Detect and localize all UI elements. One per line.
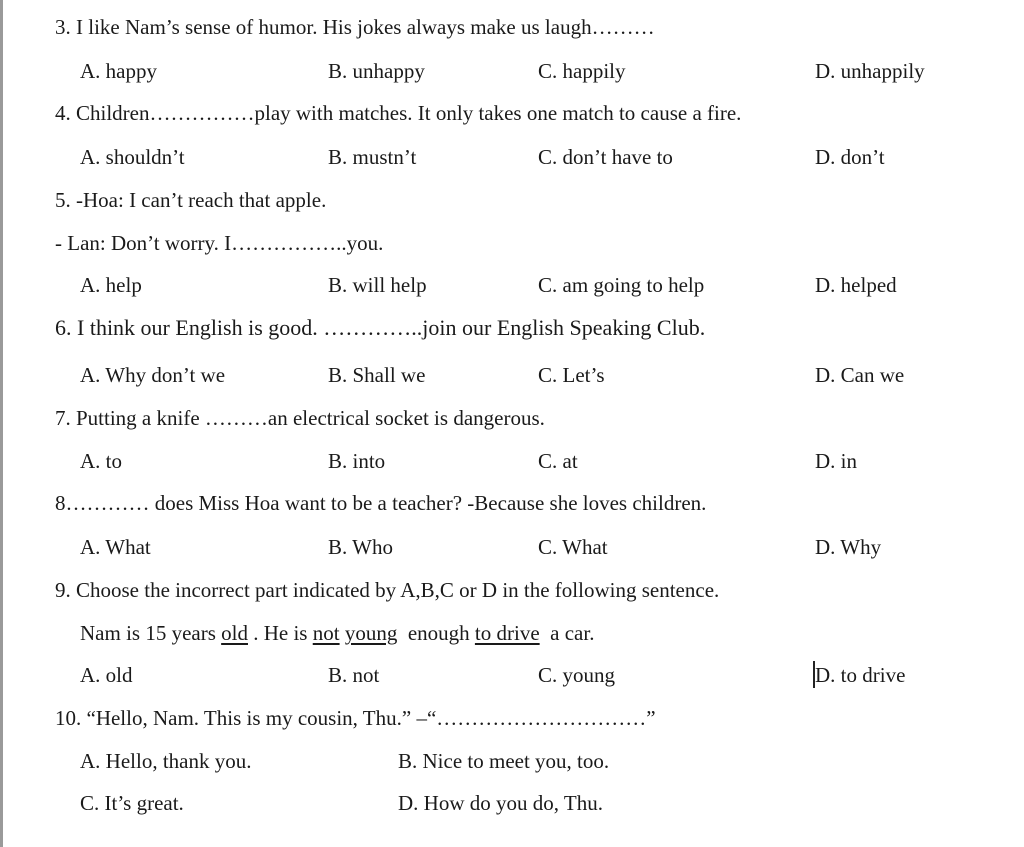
question-6-option-d[interactable]: D. Can we: [815, 363, 905, 387]
question-5-stem: 5. -Hoa: I can’t reach that apple.: [55, 188, 327, 212]
question-3-option-a[interactable]: A. happy: [80, 59, 157, 83]
question-5-option-b[interactable]: B. will help: [328, 273, 427, 297]
question-7-stem: 7. Putting a knife ………an electrical socket is dangerous.: [55, 406, 545, 430]
question-5-option-a[interactable]: A. help: [80, 273, 142, 297]
underlined-part-b: not: [312, 621, 340, 645]
question-6-stem: 6. I think our English is good. …………..join our English Speaking Club.: [55, 315, 706, 340]
question-5-option-c[interactable]: C. am going to help: [538, 273, 705, 297]
question-7-option-a[interactable]: A. to: [80, 449, 122, 473]
question-7-option-d[interactable]: D. in: [815, 449, 857, 473]
underlined-part-d: to drive: [474, 621, 540, 645]
question-7-option-b[interactable]: B. into: [328, 449, 386, 473]
question-6-option-c[interactable]: C. Let’s: [538, 363, 605, 387]
question-9-option-d[interactable]: D. to drive: [815, 663, 906, 687]
question-10-option-c[interactable]: C. It’s great.: [80, 791, 184, 815]
question-8-option-c[interactable]: C. What: [538, 535, 608, 559]
question-10-option-b[interactable]: B. Nice to meet you, too.: [398, 749, 610, 773]
underlined-part-a: old: [221, 621, 248, 645]
question-3-option-c[interactable]: C. happily: [538, 59, 626, 83]
question-5-option-d[interactable]: D. helped: [815, 273, 897, 297]
question-9-option-b[interactable]: B. not: [328, 663, 380, 687]
question-7-option-c[interactable]: C. at: [538, 449, 578, 473]
question-4-stem: 4. Children……………play with matches. It only takes one match to cause a fire.: [55, 101, 742, 125]
question-4-option-b[interactable]: B. mustn’t: [328, 145, 417, 169]
sentence-part-2: . He is: [247, 621, 313, 645]
question-4-option-a[interactable]: A. shouldn’t: [80, 145, 185, 169]
question-8-stem: 8………… does Miss Hoa want to be a teacher? -Because she loves children.: [55, 491, 707, 515]
sentence-part-5: a car.: [539, 621, 595, 645]
question-9-stem: 9. Choose the incorrect part indicated by A,B,C or D in the following sentence.: [55, 578, 720, 602]
question-4-option-c[interactable]: C. don’t have to: [538, 145, 673, 169]
sentence-part-1: Nam is 15 years: [80, 621, 222, 645]
question-10-option-d[interactable]: D. How do you do, Thu.: [398, 791, 603, 815]
question-9-sentence: [80, 620, 594, 646]
question-3-stem: 3. I like Nam’s sense of humor. His jokes always make us laugh………: [55, 15, 655, 39]
question-6-option-b[interactable]: B. Shall we: [328, 363, 426, 387]
question-3-option-b[interactable]: B. unhappy: [328, 59, 425, 83]
question-8-option-b[interactable]: B. Who: [328, 535, 393, 559]
question-3-option-d[interactable]: D. unhappily: [815, 59, 925, 83]
left-border: [0, 0, 3, 847]
question-8-option-a[interactable]: A. What: [80, 535, 151, 559]
underlined-part-c: young: [344, 621, 398, 645]
question-9-option-c[interactable]: C. young: [538, 663, 616, 687]
question-4-option-d[interactable]: D. don’t: [815, 145, 885, 169]
question-6-option-a[interactable]: A. Why don’t we: [80, 363, 226, 387]
sentence-part-4: enough: [397, 621, 475, 645]
question-10-stem: 10. “Hello, Nam. This is my cousin, Thu.” –“…………………………”: [55, 706, 656, 730]
question-8-option-d[interactable]: D. Why: [815, 535, 882, 559]
question-10-option-a[interactable]: A. Hello, thank you.: [80, 749, 252, 773]
question-9-option-a[interactable]: A. old: [80, 663, 133, 687]
question-5-stem-line-2: - Lan: Don’t worry. I……………..you.: [55, 231, 384, 255]
